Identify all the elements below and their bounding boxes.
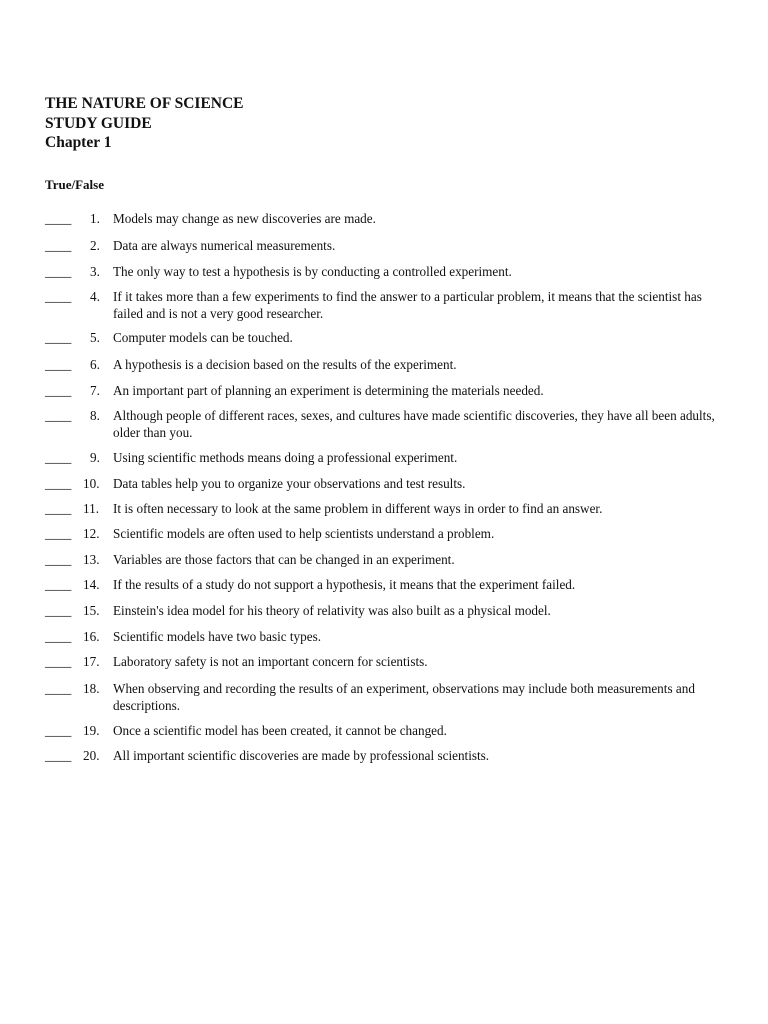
answer-blank[interactable]: ____ <box>45 723 72 738</box>
question-number: 6. <box>90 357 100 372</box>
question-number: 11. <box>83 501 99 516</box>
question-text: If the results of a study do not support a hypothesis, it means that the experiment failed. <box>113 577 576 592</box>
question-number: 19. <box>83 723 100 738</box>
answer-blank[interactable]: ____ <box>45 501 72 516</box>
answer-blank[interactable]: ____ <box>45 577 72 592</box>
answer-blank[interactable]: ____ <box>45 654 72 669</box>
question-text: When observing and recording the results of an experiment, observations may include both measurements and descriptions. <box>113 681 695 713</box>
question-text: All important scientific discoveries are made by professional scientists. <box>113 748 490 763</box>
answer-blank[interactable]: ____ <box>45 238 72 253</box>
question-text: Computer models can be touched. <box>113 330 293 345</box>
question-text: The only way to test a hypothesis is by conducting a controlled experiment. <box>113 264 512 279</box>
chapter-label: Chapter 1 <box>45 134 112 151</box>
answer-blank[interactable]: ____ <box>45 629 72 644</box>
question-number: 8. <box>90 408 100 423</box>
question-text: Scientific models are often used to help scientists understand a problem. <box>113 526 495 541</box>
answer-blank[interactable]: ____ <box>45 748 72 763</box>
question-number: 18. <box>83 681 100 696</box>
question-number: 14. <box>83 577 100 592</box>
question-text: Einstein's idea model for his theory of relativity was also built as a physical model. <box>113 603 551 618</box>
question-text: Variables are those factors that can be changed in an experiment. <box>113 552 455 567</box>
answer-blank[interactable]: ____ <box>45 450 72 465</box>
section-heading: True/False <box>45 177 104 192</box>
answer-blank[interactable]: ____ <box>45 357 72 372</box>
question-text: Data tables help you to organize your observations and test results. <box>113 476 466 491</box>
answer-blank[interactable]: ____ <box>45 211 72 226</box>
answer-blank[interactable]: ____ <box>45 552 72 567</box>
question-text: Scientific models have two basic types. <box>113 629 322 644</box>
question-number: 7. <box>90 383 100 398</box>
question-number: 13. <box>83 552 100 567</box>
question-number: 15. <box>83 603 100 618</box>
document-title: THE NATURE OF SCIENCE <box>45 95 244 112</box>
question-number: 20. <box>83 748 100 763</box>
question-number: 2. <box>90 238 100 253</box>
question-text: Once a scientific model has been created, it cannot be changed. <box>113 723 447 738</box>
question-text: Data are always numerical measurements. <box>113 238 336 253</box>
title-block <box>45 94 244 153</box>
question-text: If it takes more than a few experiments to find the answer to a particular problem, it means that the scientist has failed and is not a very good researcher. <box>113 289 702 321</box>
answer-blank[interactable]: ____ <box>45 264 72 279</box>
question-text: It is often necessary to look at the same problem in different ways in order to find an answer. <box>113 501 603 516</box>
question-text: Although people of different races, sexes, and cultures have made scientific discoveries, they have all been adults, older than you. <box>113 408 715 440</box>
answer-blank[interactable]: ____ <box>45 476 72 491</box>
answer-blank[interactable]: ____ <box>45 681 72 696</box>
question-number: 3. <box>90 264 100 279</box>
answer-blank[interactable]: ____ <box>45 330 72 345</box>
question-number: 1. <box>90 211 100 226</box>
answer-blank[interactable]: ____ <box>45 526 72 541</box>
question-number: 10. <box>83 476 100 491</box>
question-number: 16. <box>83 629 100 644</box>
question-text: An important part of planning an experiment is determining the materials needed. <box>113 383 544 398</box>
answer-blank[interactable]: ____ <box>45 603 72 618</box>
answer-blank[interactable]: ____ <box>45 289 72 304</box>
question-text: Using scientific methods means doing a professional experiment. <box>113 450 458 465</box>
question-text: A hypothesis is a decision based on the results of the experiment. <box>113 357 457 372</box>
question-number: 4. <box>90 289 100 304</box>
question-text: Laboratory safety is not an important concern for scientists. <box>113 654 428 669</box>
question-number: 17. <box>83 654 100 669</box>
document-subtitle: STUDY GUIDE <box>45 114 152 132</box>
answer-blank[interactable]: ____ <box>45 408 72 423</box>
question-number: 9. <box>90 450 100 465</box>
answer-blank[interactable]: ____ <box>45 383 72 398</box>
question-number: 5. <box>90 330 100 345</box>
question-text: Models may change as new discoveries are made. <box>113 211 376 226</box>
question-number: 12. <box>83 526 100 541</box>
